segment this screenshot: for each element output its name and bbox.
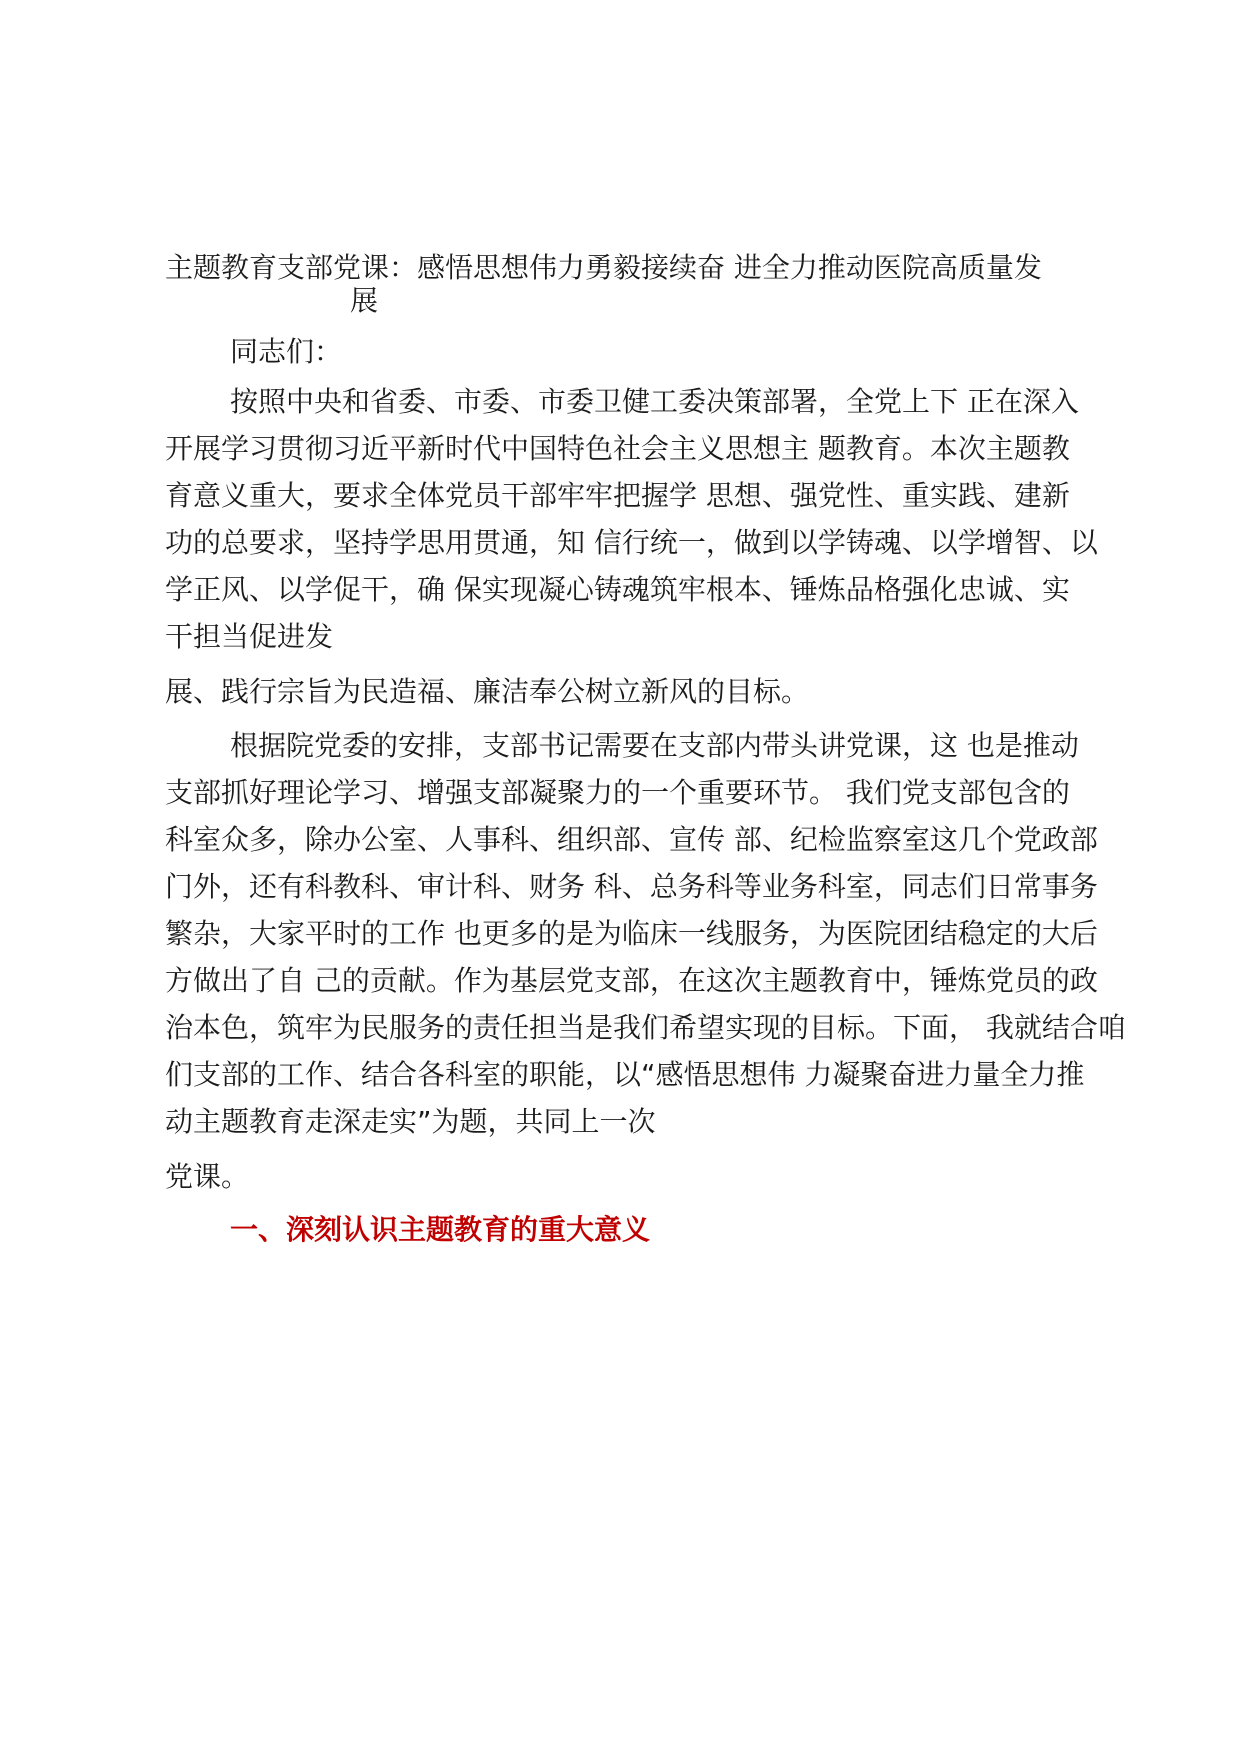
paragraph-2-line: 科室众多，除办公室、人事科、组织部、宣传 部、纪检监察室这几个党政部: [165, 823, 1098, 856]
paragraph-1-line: 按照中央和省委、市委、市委卫健工委决策部署，全党上下 正在深入: [230, 385, 1079, 418]
paragraph-2-line: 方做出了自 己的贡献。作为基层党支部，在这次主题教育中，锤炼党员的政: [165, 964, 1098, 997]
paragraph-2-line: 门外，还有科教科、审计科、财务 科、总务科等业务科室，同志们日常事务: [165, 870, 1098, 903]
paragraph-1-line: 学正风、以学促干，确 保实现凝心铸魂筑牢根本、锤炼品格强化忠诚、实: [165, 573, 1070, 606]
salutation: 同志们：: [230, 335, 343, 368]
paragraph-1-line: 育意义重大，要求全体党员干部牢牢把握学 思想、强党性、重实践、建新: [165, 479, 1070, 512]
paragraph-2-line: 治本色，筑牢为民服务的责任担当是我们希望实现的目标。下面， 我就结合咱: [165, 1011, 1126, 1044]
paragraph-2-line: 根据院党委的安排，支部书记需要在支部内带头讲党课，这 也是推动: [230, 729, 1079, 762]
paragraph-1-line: 干担当促进发: [165, 620, 334, 653]
document-title-line-1: 主题教育支部党课：感悟思想伟力勇毅接续奋 进全力推动医院高质量发: [165, 251, 1042, 284]
paragraph-1-line: 功的总要求，坚持学思用贯通，知 信行统一，做到以学铸魂、以学增智、以: [165, 526, 1098, 559]
paragraph-1-tail: 展、践行宗旨为民造福、廉洁奉公树立新风的目标。: [165, 675, 810, 708]
paragraph-2-line: 支部抓好理论学习、增强支部凝聚力的一个重要环节。 我们党支部包含的: [165, 776, 1070, 809]
document-title-line-2: 展: [350, 284, 379, 317]
section-heading: 一、深刻认识主题教育的重大意义: [230, 1213, 651, 1246]
paragraph-2-tail: 党课。: [165, 1160, 250, 1193]
paragraph-2-line: 动主题教育走深走实”为题，共同上一次: [165, 1105, 656, 1138]
paragraph-2-line: 们支部的工作、结合各科室的职能，以“感悟思想伟 力凝聚奋进力量全力推: [165, 1058, 1085, 1091]
paragraph-1-line: 开展学习贯彻习近平新时代中国特色社会主义思想主 题教育。本次主题教: [165, 432, 1070, 465]
paragraph-2-line: 繁杂，大家平时的工作 也更多的是为临床一线服务，为医院团结稳定的大后: [165, 917, 1098, 950]
